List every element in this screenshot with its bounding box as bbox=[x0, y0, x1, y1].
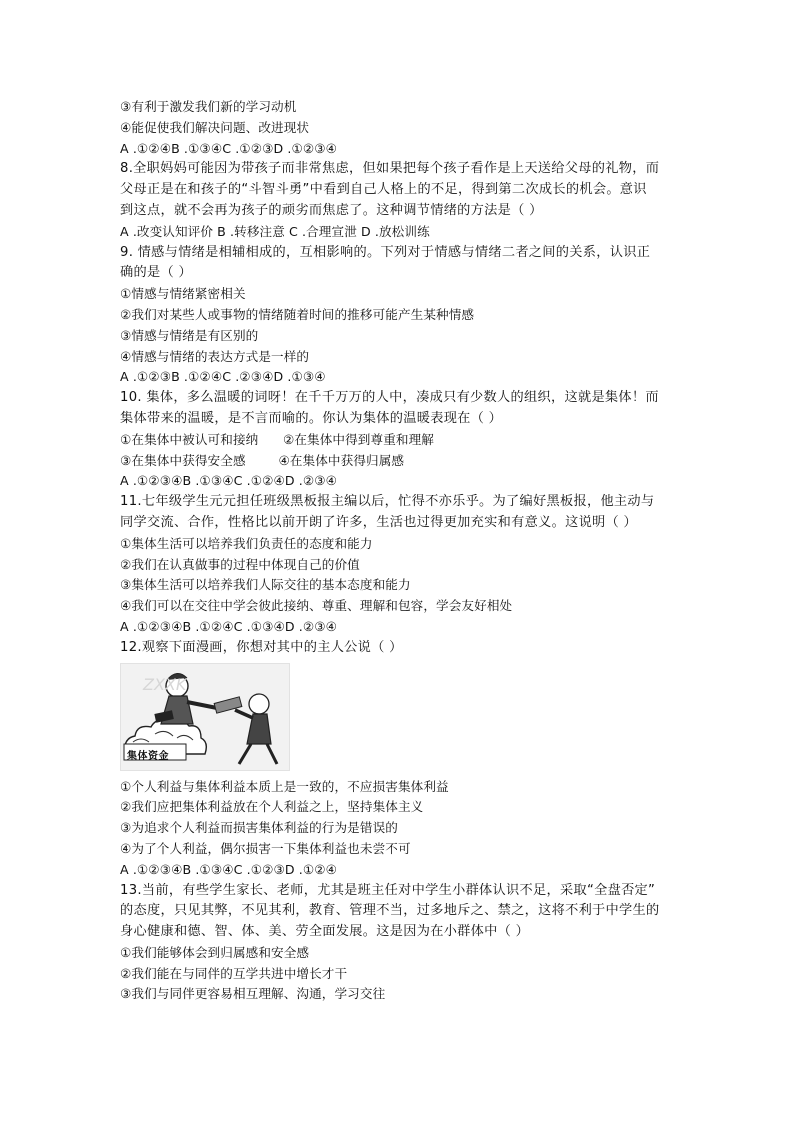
question-10-item: ③在集体中获得安全感 ④在集体中获得归属感 bbox=[120, 452, 405, 468]
text-line: ④能促使我们解决问题、改进现状 bbox=[120, 119, 310, 135]
question-11-item: ②我们在认真做事的过程中体现自己的价值 bbox=[120, 556, 360, 572]
question-13-item: ②我们能在与同伴的互学共进中增长才干 bbox=[120, 965, 348, 981]
question-9-item: ③情感与情绪是有区别的 bbox=[120, 327, 259, 343]
cartoon-image bbox=[120, 663, 290, 771]
question-9-item: ②我们对某些人或事物的情绪随着时间的推移可能产生某种情感 bbox=[120, 306, 475, 322]
question-8-stem: 8.全职妈妈可能因为带孩子而非常焦虑，但如果把每个孩子看作是上天送给父母的礼物，而 bbox=[120, 161, 660, 177]
question-8-options: A .改变认知评价 B .转移注意 C .合理宣泄 D .放松训练 bbox=[120, 223, 430, 239]
question-11-item: ④我们可以在交往中学会彼此接纳、尊重、理解和包容，学会友好相处 bbox=[120, 598, 513, 614]
question-8-stem: 父母正是在和孩子的“斗智斗勇”中看到自己人格上的不足，得到第二次成长的机会。意识 bbox=[120, 182, 647, 198]
question-11-stem: 11.七年级学生元元担任班级黑板报主编以后，忙得不亦乐乎。为了编好黑板报，他主动与 bbox=[120, 494, 655, 510]
answer-options: A .①②④B .①③④C .①②③D .①②③④ bbox=[120, 140, 338, 156]
document-page bbox=[120, 97, 680, 1005]
text-line: ③有利于激发我们新的学习动机 bbox=[120, 99, 297, 114]
question-13-stem: 的态度，只见其弊，不见其利，教育、管理不当，过多地斥之、禁之，这将不利于中学生的 bbox=[120, 903, 660, 919]
question-11-item: ③集体生活可以培养我们人际交往的基本态度和能力 bbox=[120, 577, 411, 593]
question-9-options: A .①②③B .①②④C .②③④D .①③④ bbox=[120, 369, 326, 385]
question-10-options: A .①②③④B .①③④C .①②④D .②③④ bbox=[120, 473, 338, 489]
cartoon-caption: 集体资金 bbox=[127, 750, 169, 762]
question-10-stem: 集体带来的温暖，是不言而喻的。你认为集体的温暖表现在（ ） bbox=[120, 410, 503, 426]
question-9-item: ①情感与情绪紧密相关 bbox=[120, 286, 246, 302]
question-12-options: A .①②③④B .①③④C .①②③D .①②④ bbox=[120, 861, 338, 877]
question-9-stem: 9. 情感与情绪是相辅相成的，互相影响的。下列对于情感与情绪二者之间的关系，认识正 bbox=[120, 244, 651, 260]
svg-text:ZXXK: ZXXK bbox=[143, 674, 187, 694]
question-10-stem: 10. 集体，多么温暖的词呀！在千千万万的人中，凑成只有少数人的组织，这就是集体！而 bbox=[120, 390, 659, 406]
question-8-stem: 到这点，就不会再为孩子的顽劣而焦虑了。这种调节情绪的方法是（ ） bbox=[120, 202, 543, 218]
question-10-item: ①在集体中被认可和接纳 ②在集体中得到尊重和理解 bbox=[120, 431, 434, 447]
question-12-item: ③为追求个人利益而损害集体利益的行为是错误的 bbox=[120, 820, 398, 836]
question-13-item: ③我们与同伴更容易相互理解、沟通，学习交往 bbox=[120, 986, 386, 1002]
question-12-stem: 12.观察下面漫画，你想对其中的主人公说（ ） bbox=[120, 639, 403, 655]
question-12-item: ②我们应把集体利益放在个人利益之上，坚持集体主义 bbox=[120, 799, 424, 815]
question-9-stem: 确的是（ ） bbox=[120, 265, 192, 281]
question-13-item: ①我们能够体会到归属感和安全感 bbox=[120, 944, 310, 960]
question-12-item: ①个人利益与集体利益本质上是一致的，不应损害集体利益 bbox=[120, 778, 449, 794]
question-13-stem: 13.当前，有些学生家长、老师，尤其是班主任对中学生小群体认识不足，采取“全盘否定” bbox=[120, 882, 656, 898]
question-11-stem: 同学交流、合作，性格比以前开朗了许多，生活也过得更加充实和有意义。这说明（ ） bbox=[120, 514, 638, 530]
question-12-item: ④为了个人利益，偶尔损害一下集体利益也未尝不可 bbox=[120, 840, 411, 856]
question-9-item: ④情感与情绪的表达方式是一样的 bbox=[120, 348, 310, 364]
question-11-options: A .①②③④B .①②④C .①③④D .②③④ bbox=[120, 618, 338, 634]
question-13-stem: 身心健康和德、智、体、美、劳全面发展。这是因为在小群体中（ ） bbox=[120, 924, 530, 940]
question-11-item: ①集体生活可以培养我们负责任的态度和能力 bbox=[120, 535, 373, 551]
